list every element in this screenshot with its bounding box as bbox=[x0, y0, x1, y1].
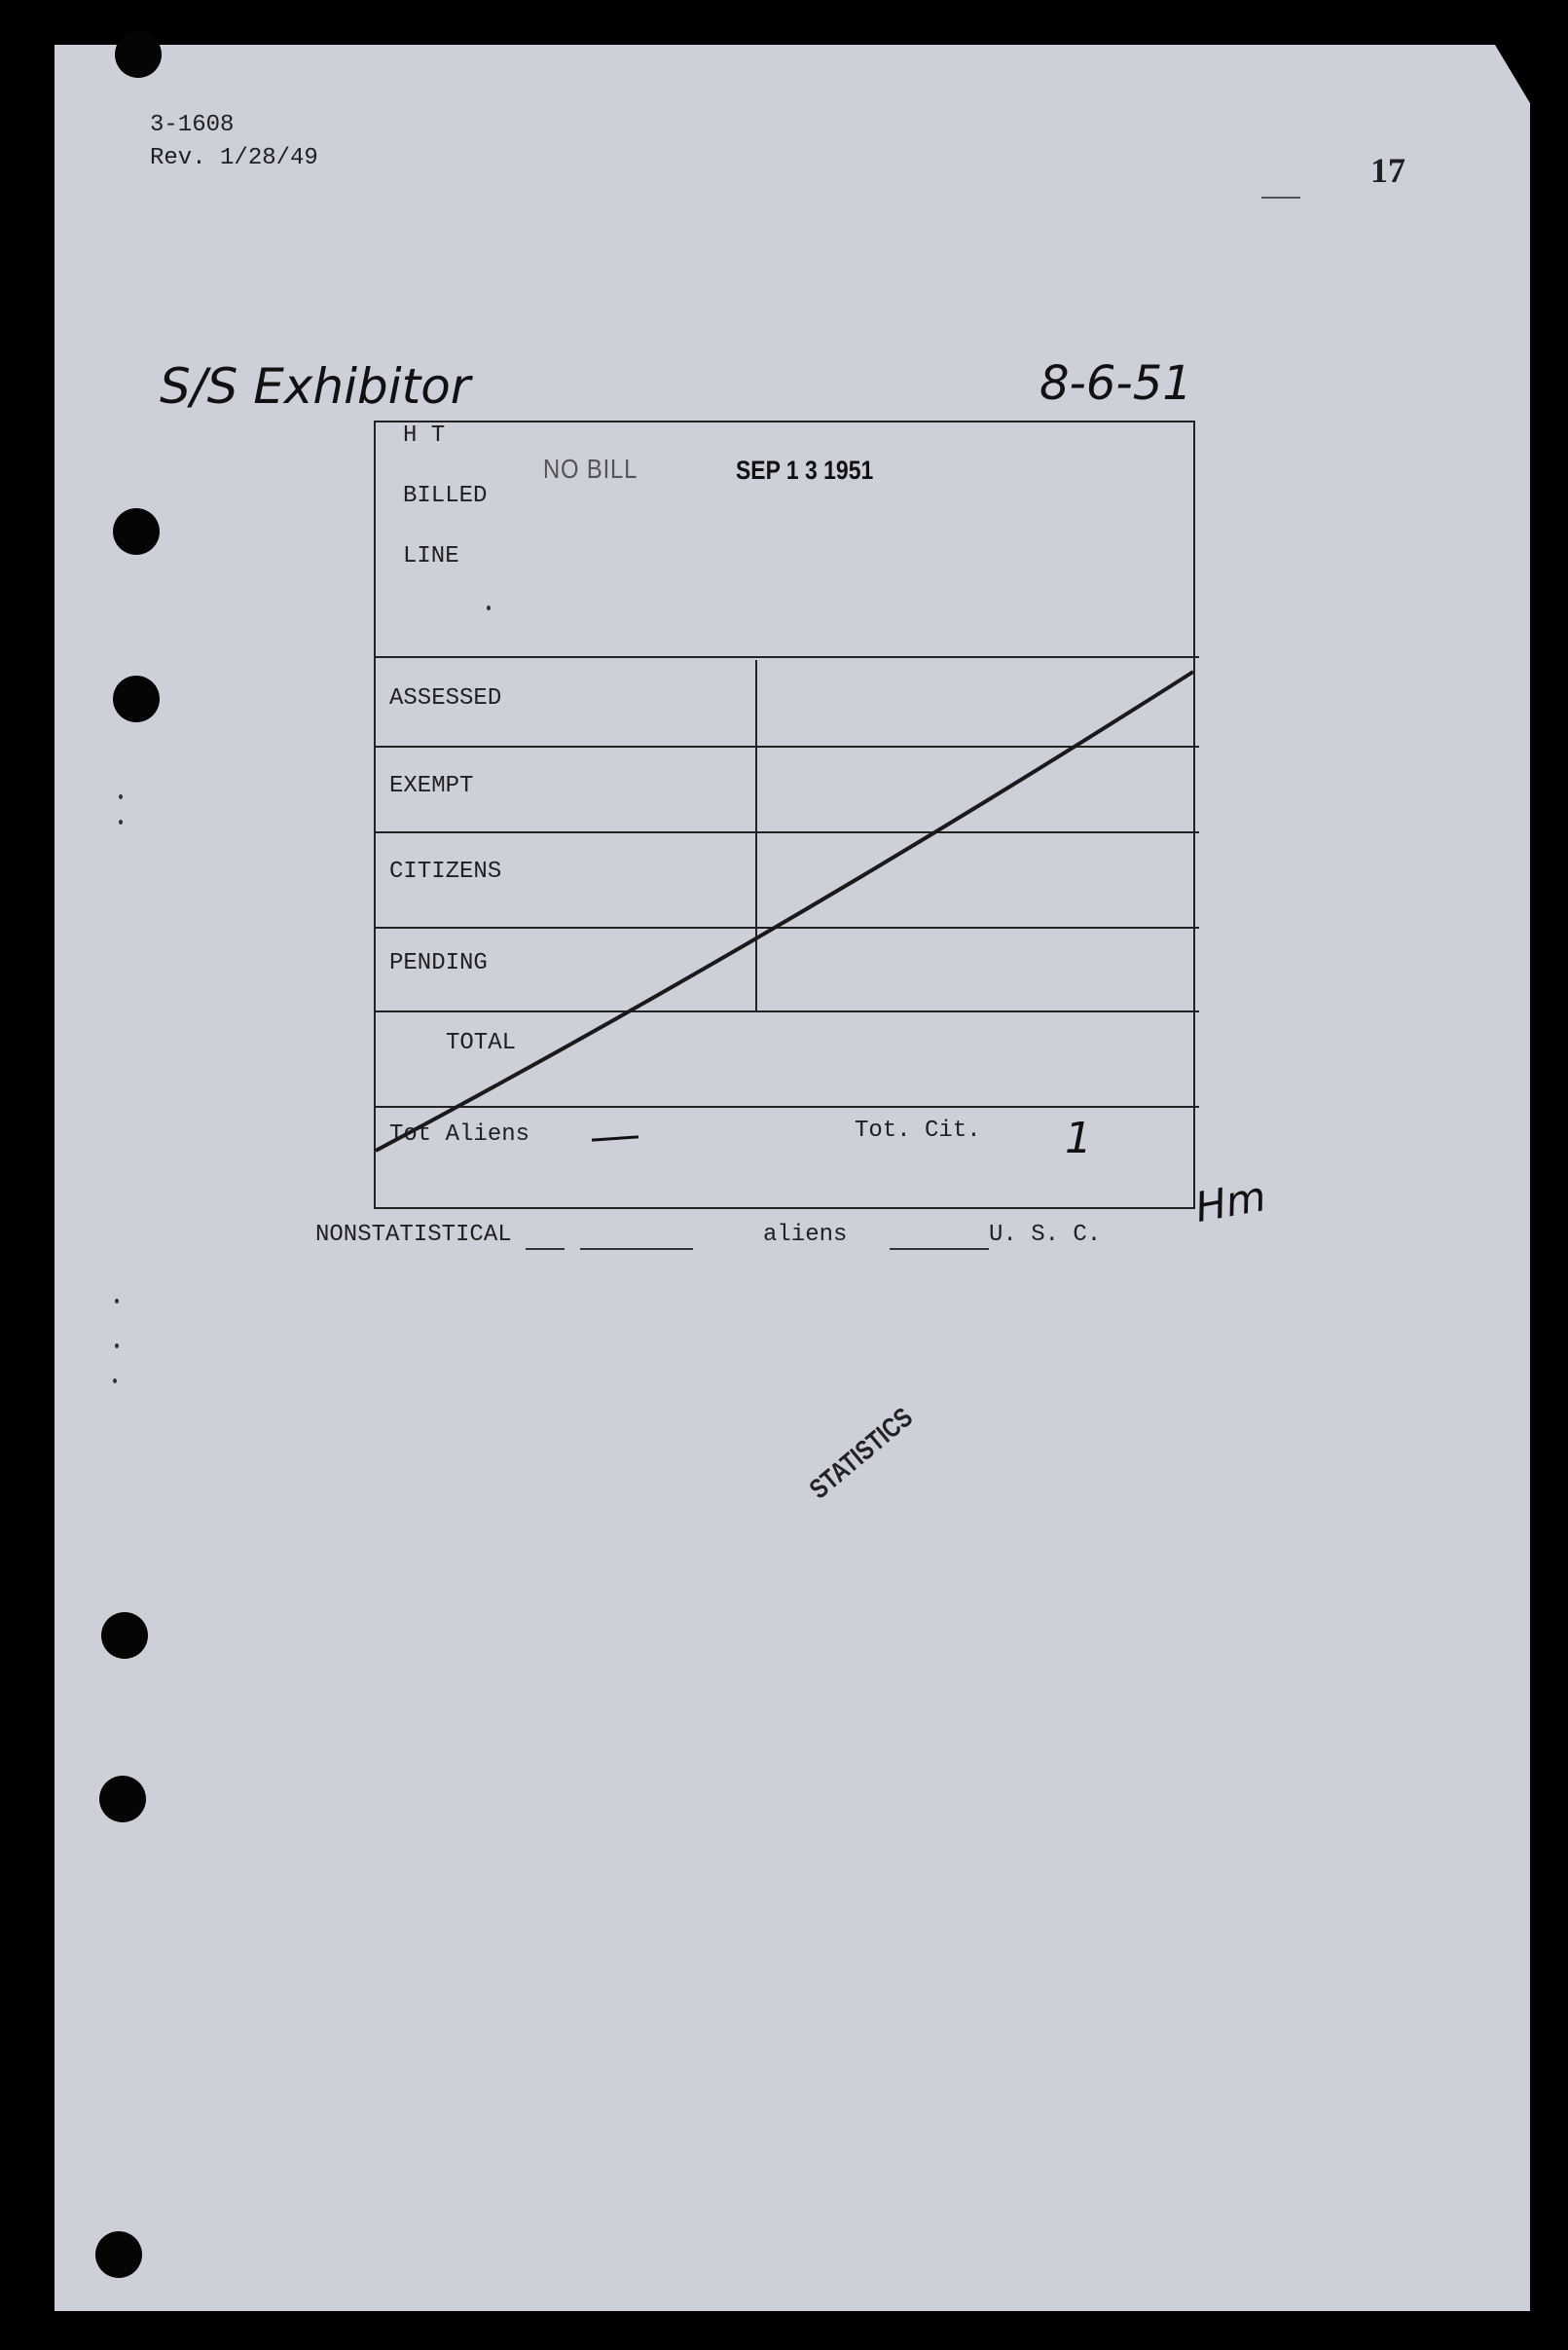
punch-hole bbox=[101, 1612, 148, 1659]
punch-hole-top bbox=[115, 31, 162, 78]
label-usc: U. S. C. bbox=[989, 1222, 1102, 1248]
no-bill-stamp: NO BILL bbox=[543, 454, 638, 484]
label-pending: PENDING bbox=[389, 950, 488, 976]
manifest-form-box bbox=[374, 421, 1195, 1209]
page-number: 17 bbox=[1370, 151, 1405, 190]
document-page bbox=[55, 45, 1530, 2311]
label-billed: BILLED bbox=[403, 483, 488, 509]
form-revision: Rev. 1/28/49 bbox=[150, 145, 318, 171]
punch-hole bbox=[99, 1776, 146, 1822]
punch-hole bbox=[113, 508, 160, 555]
label-ht: H T bbox=[403, 422, 446, 449]
arrival-date: 8-6-51 bbox=[1039, 356, 1192, 411]
speck bbox=[113, 1378, 117, 1383]
form-number: 3-1608 bbox=[150, 112, 235, 138]
blank-nonstat-1 bbox=[526, 1248, 565, 1250]
statistics-stamp: STATISTICS bbox=[803, 1401, 919, 1505]
date-stamp: SEP 1 3 1951 bbox=[736, 456, 874, 485]
label-tot-cit: Tot. Cit. bbox=[855, 1118, 981, 1144]
folded-corner bbox=[1495, 45, 1530, 103]
speck bbox=[119, 820, 123, 825]
label-aliens: aliens bbox=[763, 1222, 848, 1248]
label-nonstatistical: NONSTATISTICAL bbox=[315, 1222, 512, 1248]
speck bbox=[119, 794, 123, 799]
page-number-dash bbox=[1261, 197, 1300, 199]
punch-hole bbox=[113, 676, 160, 722]
label-exempt: EXEMPT bbox=[389, 773, 474, 799]
label-line: LINE bbox=[403, 543, 459, 569]
diagonal-strike-line bbox=[376, 422, 1197, 1211]
label-tot-aliens: Tot Aliens bbox=[389, 1121, 530, 1148]
speck bbox=[115, 1343, 119, 1348]
punch-hole bbox=[95, 2231, 142, 2278]
tot-cit-value: 1 bbox=[1065, 1114, 1092, 1163]
label-assessed: ASSESSED bbox=[389, 685, 502, 712]
speck bbox=[115, 1299, 119, 1304]
clerk-initials: Hm bbox=[1191, 1172, 1270, 1231]
label-total: TOTAL bbox=[446, 1030, 517, 1056]
blank-aliens bbox=[890, 1248, 989, 1250]
blank-nonstat-2 bbox=[580, 1248, 693, 1250]
vessel-name: S/S Exhibitor bbox=[160, 358, 471, 415]
label-citizens: CITIZENS bbox=[389, 859, 502, 885]
